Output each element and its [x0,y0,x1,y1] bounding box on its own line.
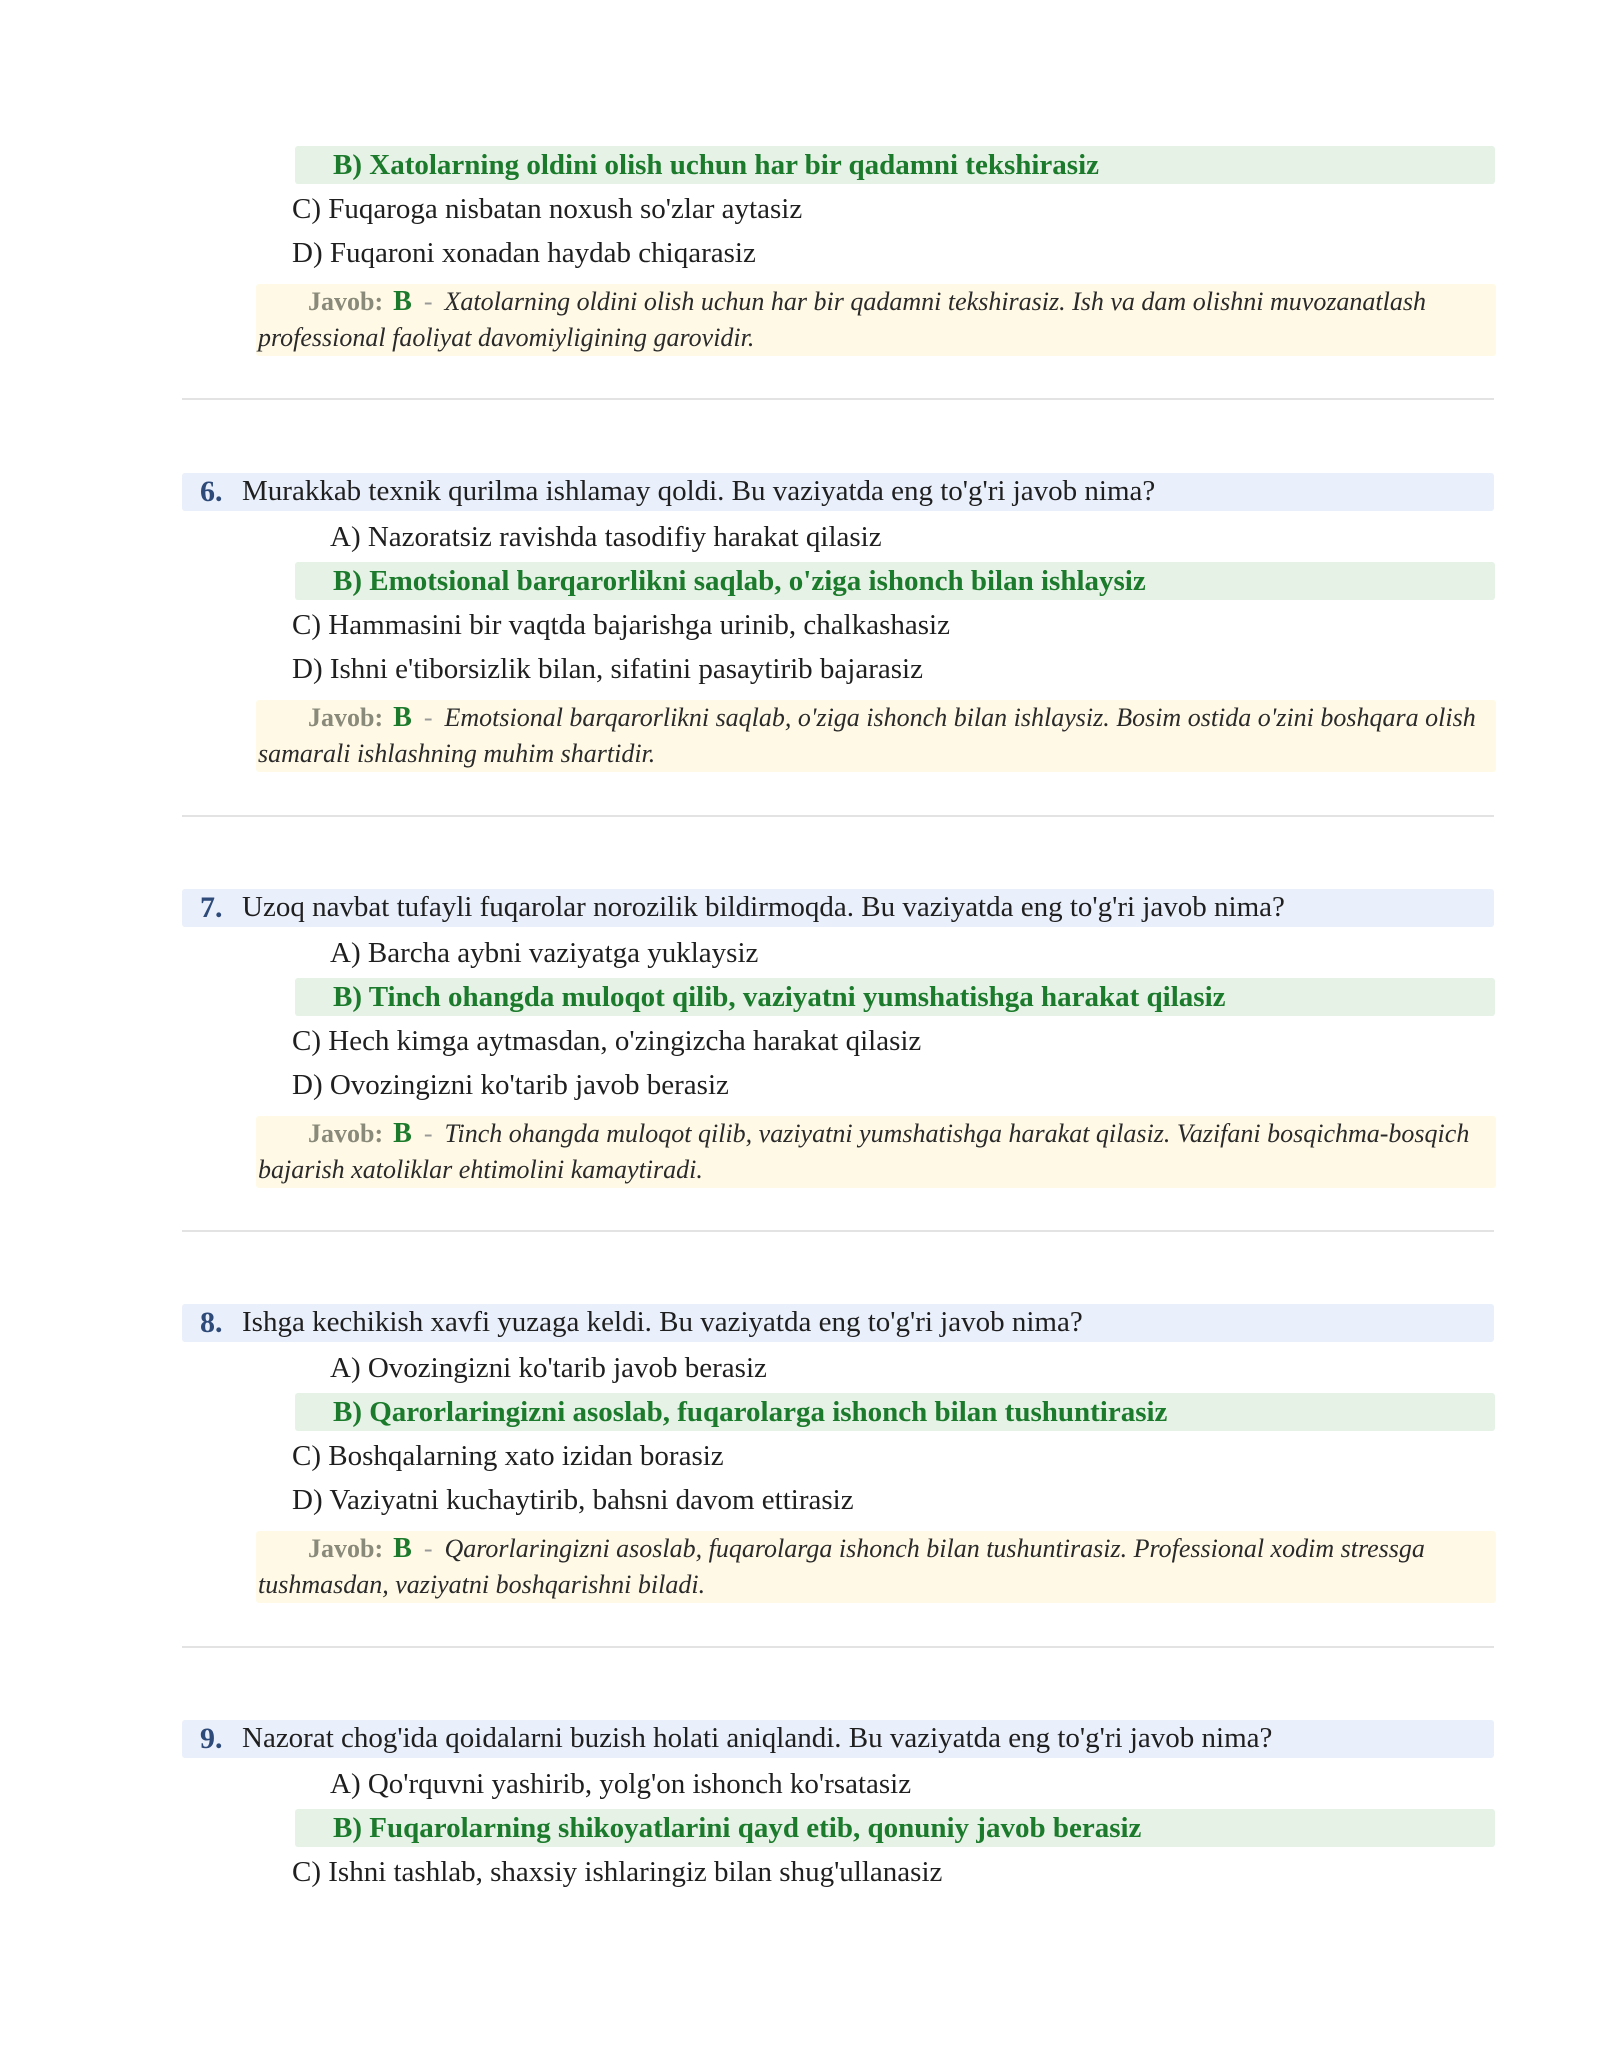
answer-letter: B [393,1118,412,1149]
option-c[interactable]: C) Hammasini bir vaqtda bajarishga urinib, chalkashasiz [292,609,950,641]
question-header [182,1720,1494,1758]
answer-text: Xatolarning oldini olish uchun har bir qadamni tekshirasiz. Ish va dam olishni muvozanatlash professional faoliyat davomiyligining garovidir. [258,287,1426,352]
option-b-correct[interactable]: B) Xatolarning oldini olish uchun har bir qadamni tekshirasiz [295,146,1495,184]
answer-text: Tinch ohangda muloqot qilib, vaziyatni yumshatishga harakat qilasiz. Vazifani bosqichma-bosqich bajarish xatoliklar ehtimolini kamaytiradi. [258,1119,1470,1184]
answer-letter: B [393,1533,412,1564]
answer-explanation [256,284,1496,356]
divider [182,815,1494,817]
answer-explanation [256,1531,1496,1603]
answer-dash: - [423,703,433,732]
option-d[interactable]: D) Ishni e'tiborsizlik bilan, sifatini pasaytirib bajarasiz [292,653,923,685]
option-a[interactable]: A) Ovozingizni ko'tarib javob berasiz [330,1352,767,1384]
answer-label: Javob: [308,1534,384,1563]
question-number: 8. [200,1306,223,1339]
answer-letter: B [393,702,412,733]
divider [182,1646,1494,1648]
option-b-correct[interactable]: B) Qarorlaringizni asoslab, fuqarolarga ishonch bilan tushuntirasiz [295,1393,1495,1431]
answer-dash: - [423,287,433,316]
question-number: 7. [200,891,223,924]
question-number: 9. [200,1722,223,1755]
answer-text: Emotsional barqarorlikni saqlab, o'ziga ishonch bilan ishlaysiz. Bosim ostida o'zini boshqara olish samarali ishlashning muhim shartidir. [258,703,1476,768]
option-c[interactable]: C) Fuqaroga nisbatan noxush so'zlar aytasiz [292,193,803,225]
option-d[interactable]: D) Vaziyatni kuchaytirib, bahsni davom ettirasiz [292,1484,854,1516]
option-b-correct[interactable]: B) Tinch ohangda muloqot qilib, vaziyatni yumshatishga harakat qilasiz [295,978,1495,1016]
answer-label: Javob: [308,703,384,732]
option-a[interactable]: A) Nazoratsiz ravishda tasodifiy harakat qilasiz [330,521,882,553]
question-text: Nazorat chog'ida qoidalarni buzish holati aniqlandi. Bu vaziyatda eng to'g'ri javob nima? [242,1722,1273,1754]
question-text: Uzoq navbat tufayli fuqarolar norozilik bildirmoqda. Bu vaziyatda eng to'g'ri javob nima? [242,891,1285,923]
option-d[interactable]: D) Fuqaroni xonadan haydab chiqarasiz [292,237,756,269]
option-c[interactable]: C) Ishni tashlab, shaxsiy ishlaringiz bilan shug'ullanasiz [292,1856,943,1888]
answer-label: Javob: [308,1119,384,1148]
divider [182,1230,1494,1232]
divider [182,398,1494,400]
option-c[interactable]: C) Hech kimga aytmasdan, o'zingizcha harakat qilasiz [292,1025,922,1057]
question-header [182,473,1494,511]
option-b-correct[interactable]: B) Emotsional barqarorlikni saqlab, o'ziga ishonch bilan ishlaysiz [295,562,1495,600]
question-header [182,1304,1494,1342]
answer-dash: - [423,1534,433,1563]
option-a[interactable]: A) Qo'rquvni yashirib, yolg'on ishonch ko'rsatasiz [330,1768,912,1800]
option-c[interactable]: C) Boshqalarning xato izidan borasiz [292,1440,724,1472]
answer-explanation [256,700,1496,772]
question-text: Ishga kechikish xavfi yuzaga keldi. Bu vaziyatda eng to'g'ri javob nima? [242,1306,1083,1338]
answer-letter: B [393,286,412,317]
question-number: 6. [200,475,223,508]
answer-dash: - [423,1119,433,1148]
answer-label: Javob: [308,287,384,316]
option-a[interactable]: A) Barcha aybni vaziyatga yuklaysiz [330,937,759,969]
option-d[interactable]: D) Ovozingizni ko'tarib javob berasiz [292,1069,729,1101]
answer-text: Qarorlaringizni asoslab, fuqarolarga ishonch bilan tushuntirasiz. Professional xodim stressga tushmasdan, vaziyatni boshqarishni biladi. [258,1534,1425,1599]
question-text: Murakkab texnik qurilma ishlamay qoldi. Bu vaziyatda eng to'g'ri javob nima? [242,475,1156,507]
option-b-correct[interactable]: B) Fuqarolarning shikoyatlarini qayd etib, qonuniy javob berasiz [295,1809,1495,1847]
answer-explanation [256,1116,1496,1188]
question-header [182,889,1494,927]
